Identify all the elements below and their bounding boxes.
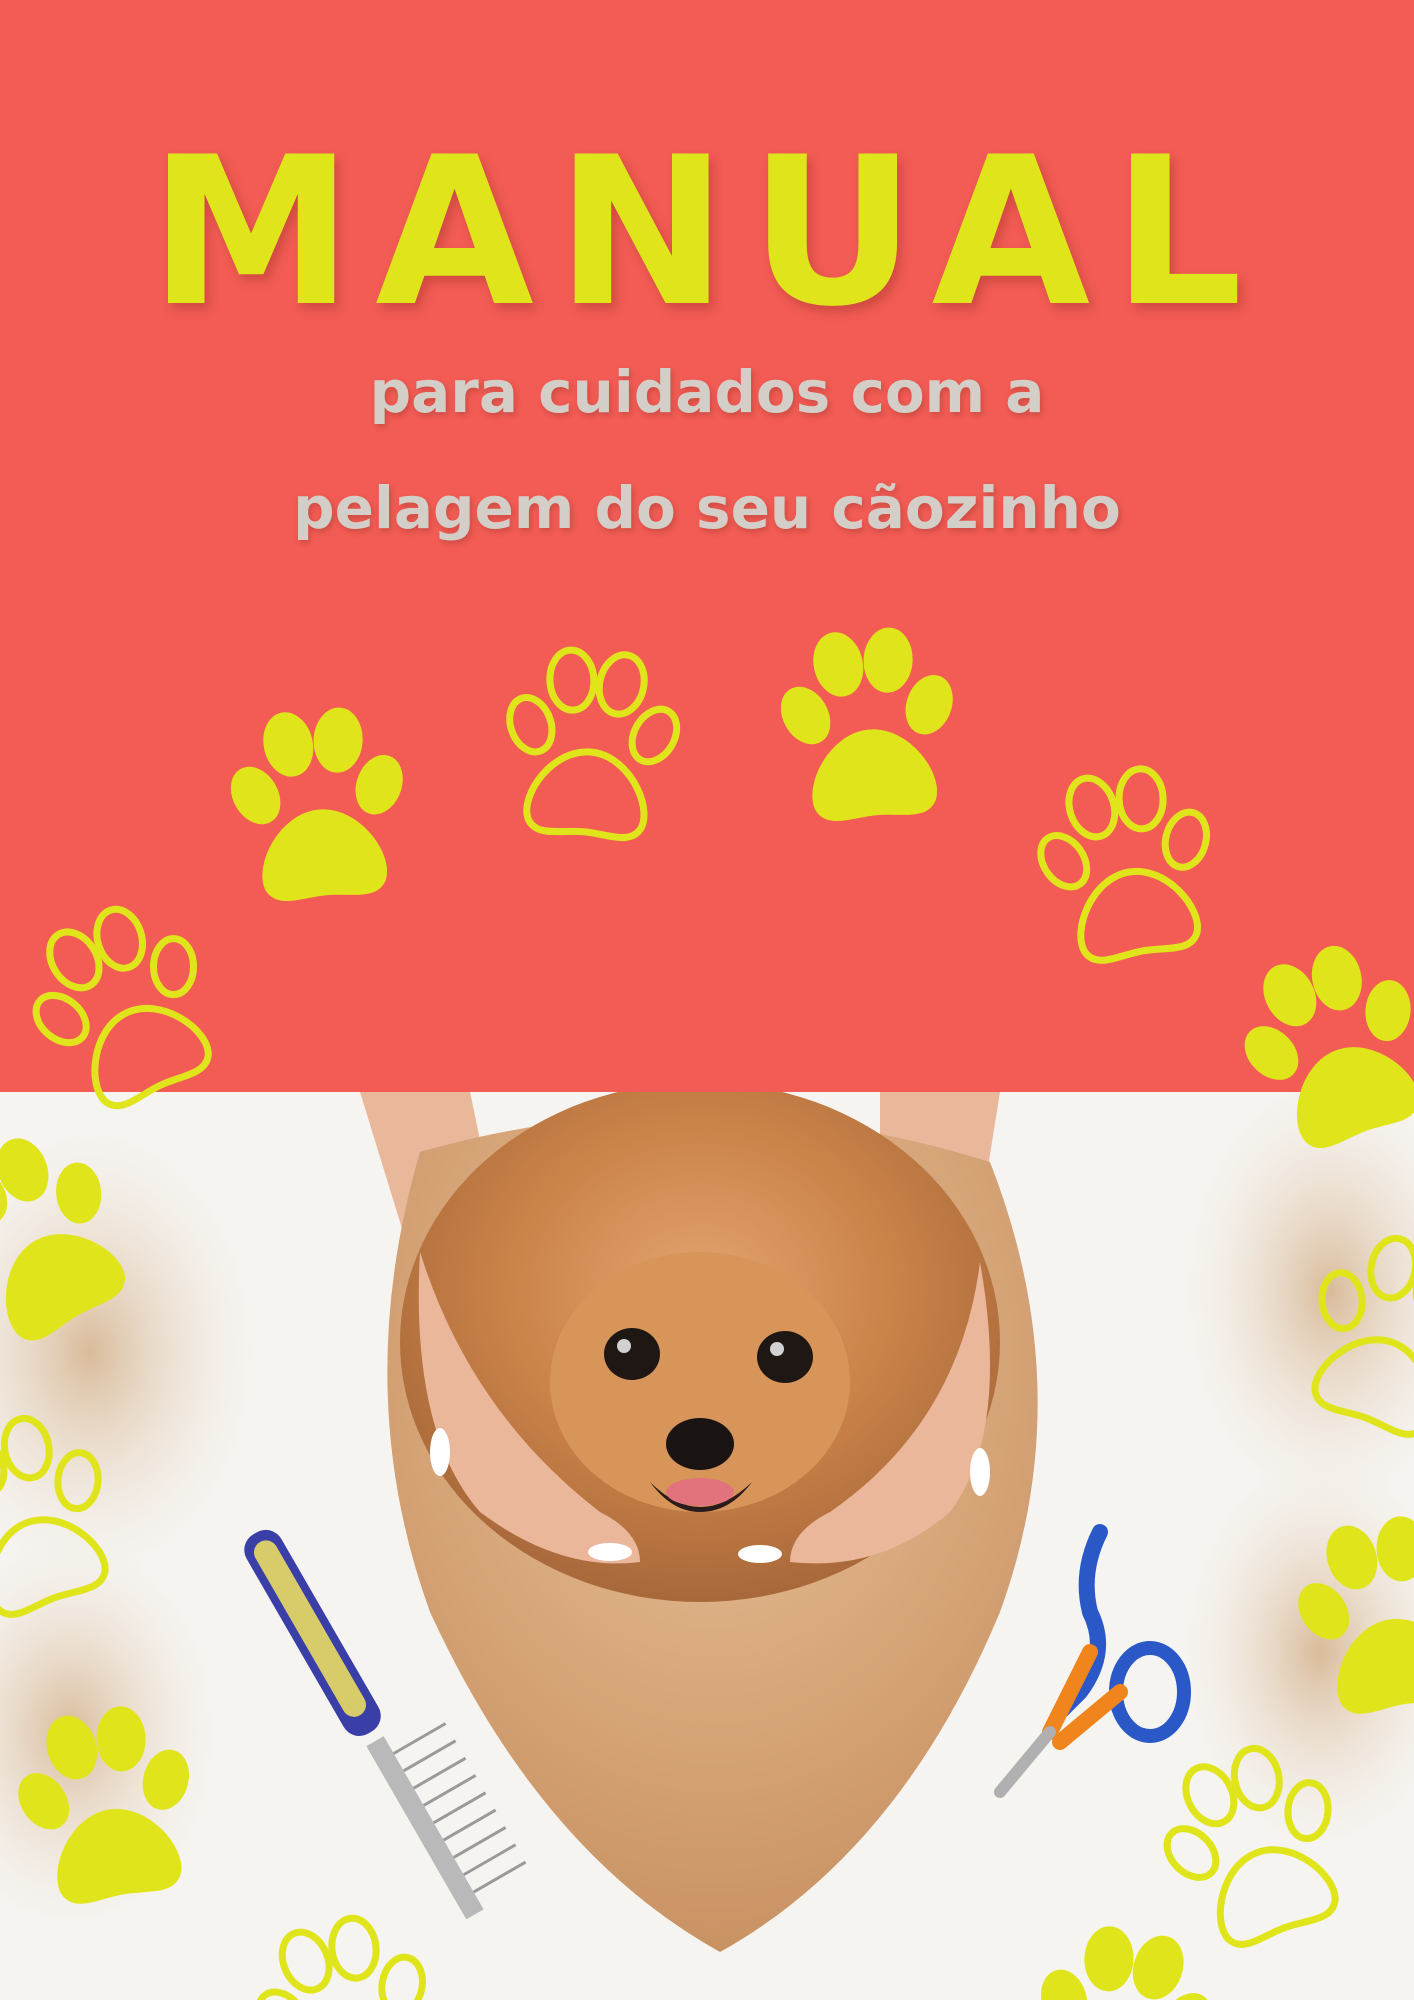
dog-grooming-photo <box>0 1092 1414 2000</box>
cover-subtitle-line-2: pelagem do seu cãozinho <box>293 474 1121 542</box>
cover-subtitle-line-1: para cuidados com a <box>369 358 1045 426</box>
cover-title: MANUAL <box>149 114 1265 352</box>
